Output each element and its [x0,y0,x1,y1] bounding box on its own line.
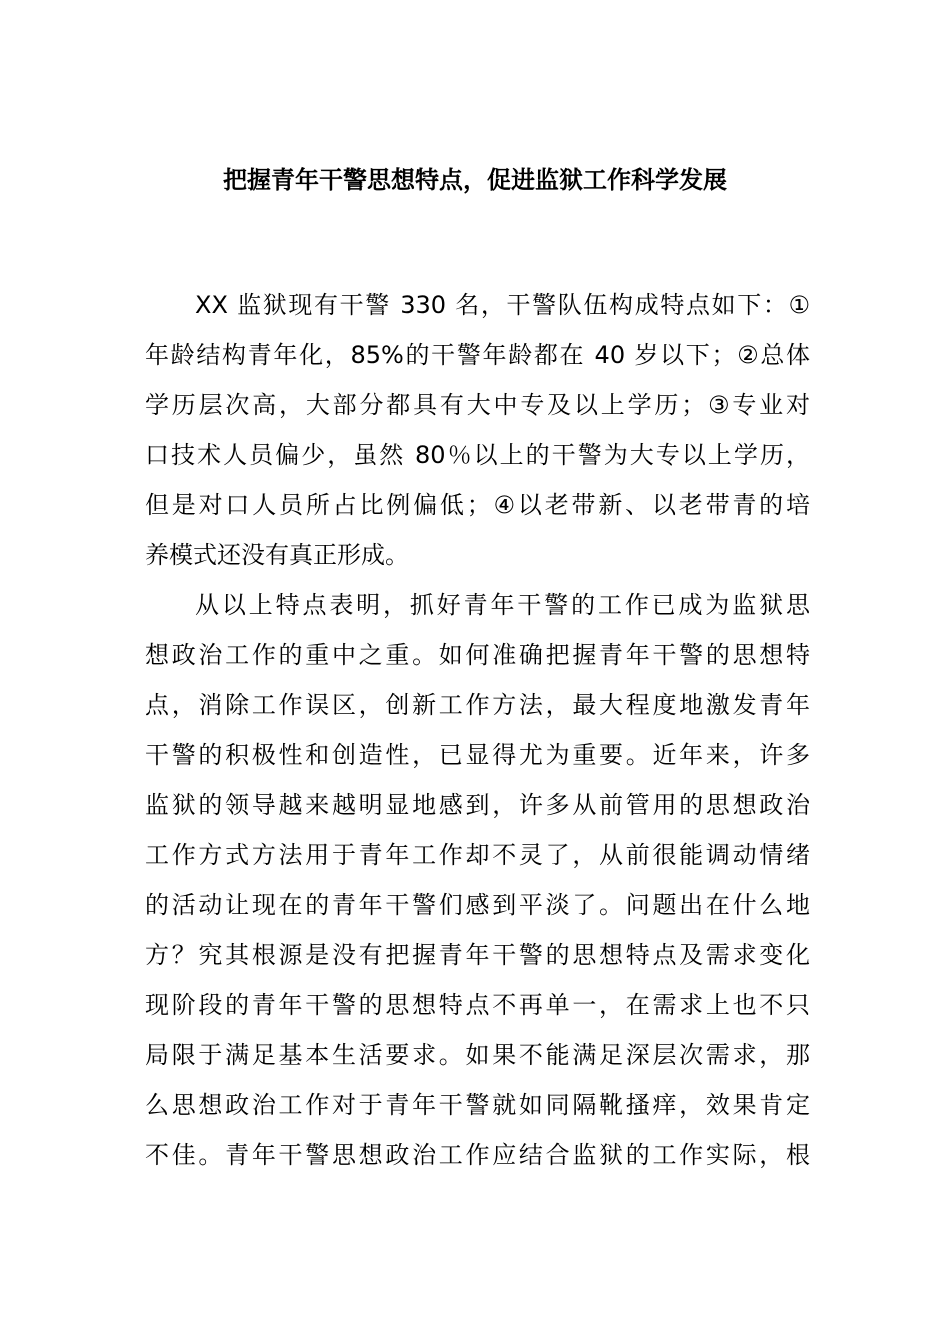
paragraph-1-line-6: 养模式还没有真正形成。 [145,541,409,569]
paragraph-2-line-11: 么思想政治工作对于青年干警就如同隔靴搔痒，效果肯定 [145,1091,810,1119]
paragraph-1-line-3: 学历层次高，大部分都具有大中专及以上学历；③专业对 [145,391,810,419]
paragraph-2-line-8: 方？究其根源是没有把握青年干警的思想特点及需求变化 [145,941,810,969]
paragraph-1-line-2: 年龄结构青年化，85%的干警年龄都在 40 岁以下；②总体 [145,341,810,369]
paragraph-2-line-2: 想政治工作的重中之重。如何准确把握青年干警的思想特 [145,641,810,669]
document-title: 把握青年干警思想特点，促进监狱工作科学发展 [223,166,727,194]
paragraph-2-line-1: 从以上特点表明，抓好青年干警的工作已成为监狱思 [195,591,810,619]
document-body [145,280,810,1180]
paragraph-2-line-4: 干警的积极性和创造性，已显得尤为重要。近年来，许多 [145,741,810,769]
paragraph-1-line-1: XX 监狱现有干警 330 名，干警队伍构成特点如下：① [195,291,810,319]
paragraph-2-line-3: 点，消除工作误区，创新工作方法，最大程度地激发青年 [145,691,810,719]
paragraph-1-line-4: 口技术人员偏少，虽然 80％以上的干警为大专以上学历， [145,441,810,469]
paragraph-2-line-6: 工作方式方法用于青年工作却不灵了，从前很能调动情绪 [145,841,810,869]
paragraph-2-line-9: 现阶段的青年干警的思想特点不再单一，在需求上也不只 [145,991,810,1019]
paragraph-1-line-5: 但是对口人员所占比例偏低；④以老带新、以老带青的培 [145,491,810,519]
paragraph-2-line-5: 监狱的领导越来越明显地感到，许多从前管用的思想政治 [145,791,810,819]
paragraph-2-line-7: 的活动让现在的青年干警们感到平淡了。问题出在什么地 [145,891,810,919]
paragraph-2-line-12: 不佳。青年干警思想政治工作应结合监狱的工作实际，根 [145,1141,810,1169]
paragraph-2-line-10: 局限于满足基本生活要求。如果不能满足深层次需求，那 [145,1041,810,1069]
